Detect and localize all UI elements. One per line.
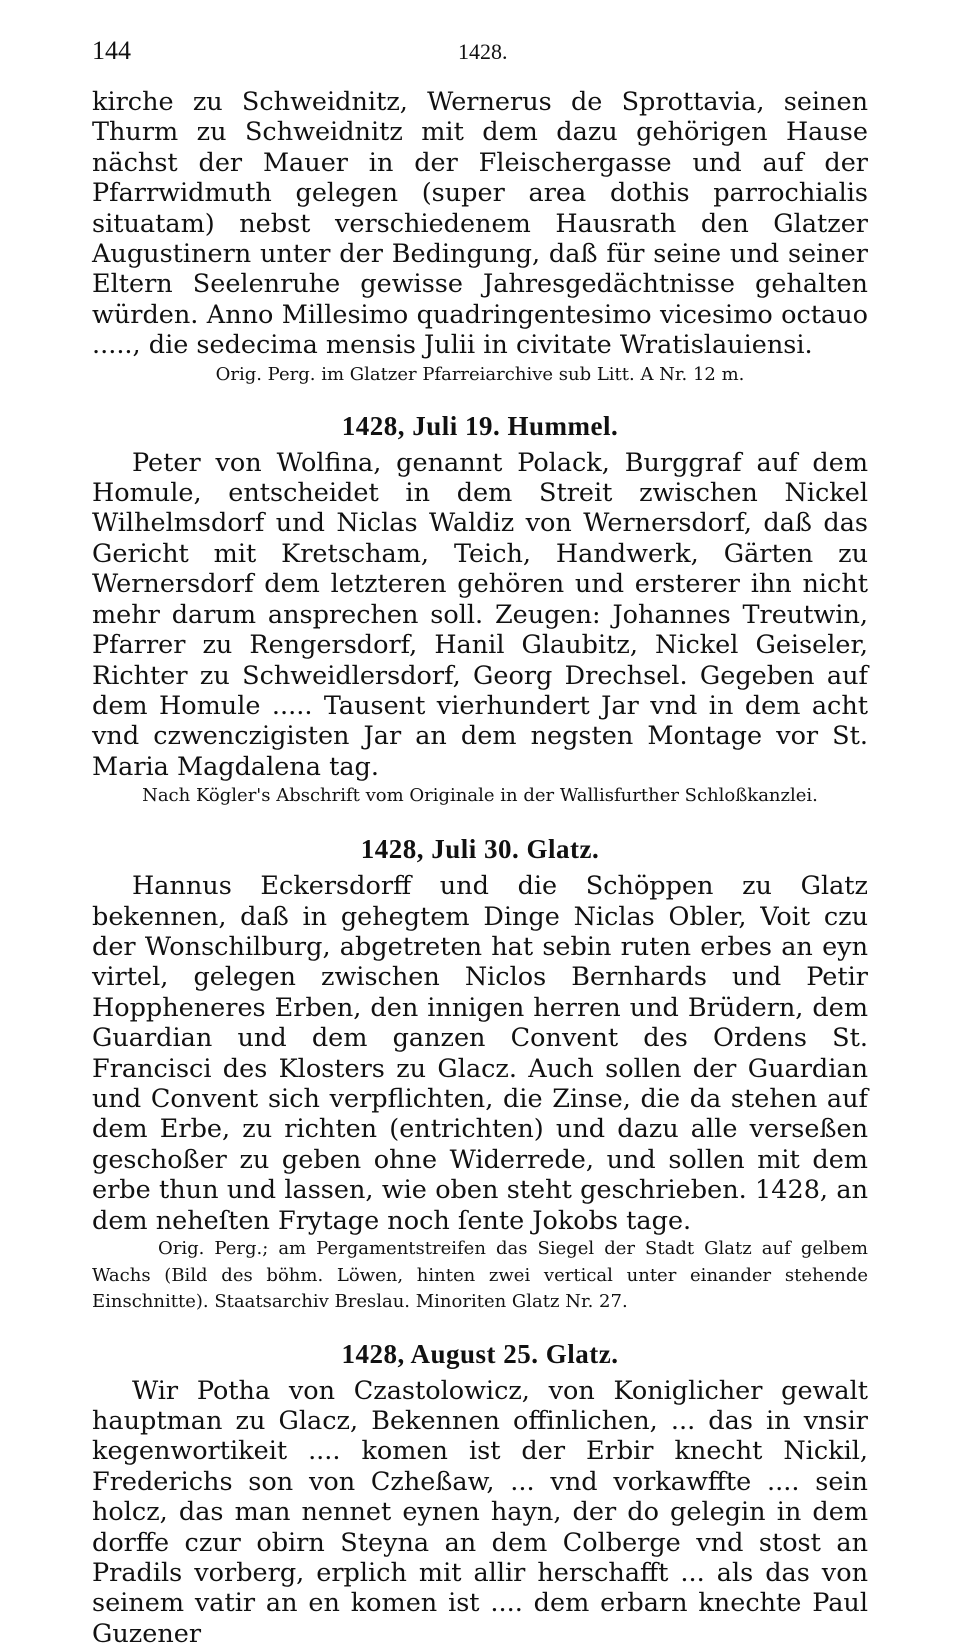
page-number: 144: [92, 36, 458, 66]
entry-heading-juli-30: 1428, Juli 30. Glatz.: [92, 827, 868, 871]
entry-text-juli-19: Peter von Wolfina, genannt Polack, Burggraf auf dem Homule, entscheidet in dem Streit zwischen Nickel Wilhelmsdorf und Niclas Waldiz von Wernersdorf, daß das Gericht mit Kretscham, Teich, Handwerk, Gärten zu Wernersdorf dem letzteren gehören und ersterer ihn nicht mehr darum ansprechen soll. Zeugen: Johannes Treutwin, Pfarrer zu Rengersdorf, Hanil Glaubitz, Nickel Geiseler, Richter zu Schweidlersdorf, Georg Drechsel. Gegeben auf dem Homule ..... Tausent vierhundert Jar vnd in dem acht vnd czwenczigisten Jar an dem negsten Montage vor St. Maria Magdalena tag.: [92, 448, 868, 782]
continuation-source-note: Orig. Perg. im Glatzer Pfarreiarchive sub Litt. A Nr. 12 m.: [92, 361, 868, 388]
page-header: [92, 36, 868, 80]
entry-heading-august-25: 1428, August 25. Glatz.: [92, 1332, 868, 1376]
running-year: 1428.: [458, 39, 508, 65]
entry-heading-juli-19: 1428, Juli 19. Hummel.: [92, 404, 868, 448]
entry-source-juli-30: Orig. Perg.; am Pergamentstreifen das Siegel der Stadt Glatz auf gelbem Wachs (Bild des böhm. Löwen, hinten zwei vertical unter einander stehende Einschnitte). Staatsarchiv Breslau. Minoriten Glatz Nr. 27.: [92, 1236, 868, 1316]
entry-source-juli-19: Nach Kögler's Abschrift vom Originale in der Wallisfurther Schloßkanzlei.: [92, 782, 868, 809]
entry-text-juli-30: Hannus Eckersdorff und die Schöppen zu Glatz bekennen, daß in gehegtem Dinge Niclas Obler, Voit czu der Wonschilburg, abgetreten hat sebin ruten erbes an eyn virtel, gelegen zwischen Niclos Bernhards und Petir Hoppheneres Erben, den innigen herren und Brüdern, dem Guardian und dem ganzen Convent des Ordens St. Francisci des Klosters zu Glacz. Auch sollen der Guardian und Convent sich verpflichten, die Zinse, die da stehen auf dem Erbe, zu richten (entrichten) und dazu alle verseßen geschoßer zu geben ohne Widerrede, und sollen mit dem erbe thun und lassen, wie oben steht geschrieben. 1428, an dem neheſten Frytage noch ſente Jokobs tage.: [92, 871, 868, 1236]
document-page: [92, 36, 868, 1649]
entry-text-august-25: Wir Potha von Czastolowicz, von Koniglicher gewalt hauptman zu Glacz, Bekennen offinlichen, ... das in vnsir kegenwortikeit .... komen ist der Erbir knecht Nickil, Frederichs son von Czheßaw, ... vnd vorkawffte .... sein holcz, das man nennet eynen hayn, der do gelegin in dem dorffe czur obirn Steyna an dem Colberge vnd stost an Pradils vorberg, erplich mit allir herschafft ... als das von seinem vatir an en komen ist .... dem erbarn knechte Paul Guzener: [92, 1376, 868, 1649]
continuation-paragraph: kirche zu Schweidnitz, Wernerus de Sprottavia, seinen Thurm zu Schweidnitz mit dem dazu gehörigen Hause nächst der Mauer in der Fleischergasse und auf der Pfarrwidmuth gelegen (super area dothis parrochialis situatam) nebst verschiedenem Hausrath den Glatzer Augustinern unter der Bedingung, daß für seine und seiner Eltern Seelenruhe gewisse Jahresgedächtnisse gehalten würden. Anno Millesimo quadringentesimo vicesimo octauo ....., die sedecima mensis Julii in civitate Wratislauiensi.: [92, 87, 868, 361]
